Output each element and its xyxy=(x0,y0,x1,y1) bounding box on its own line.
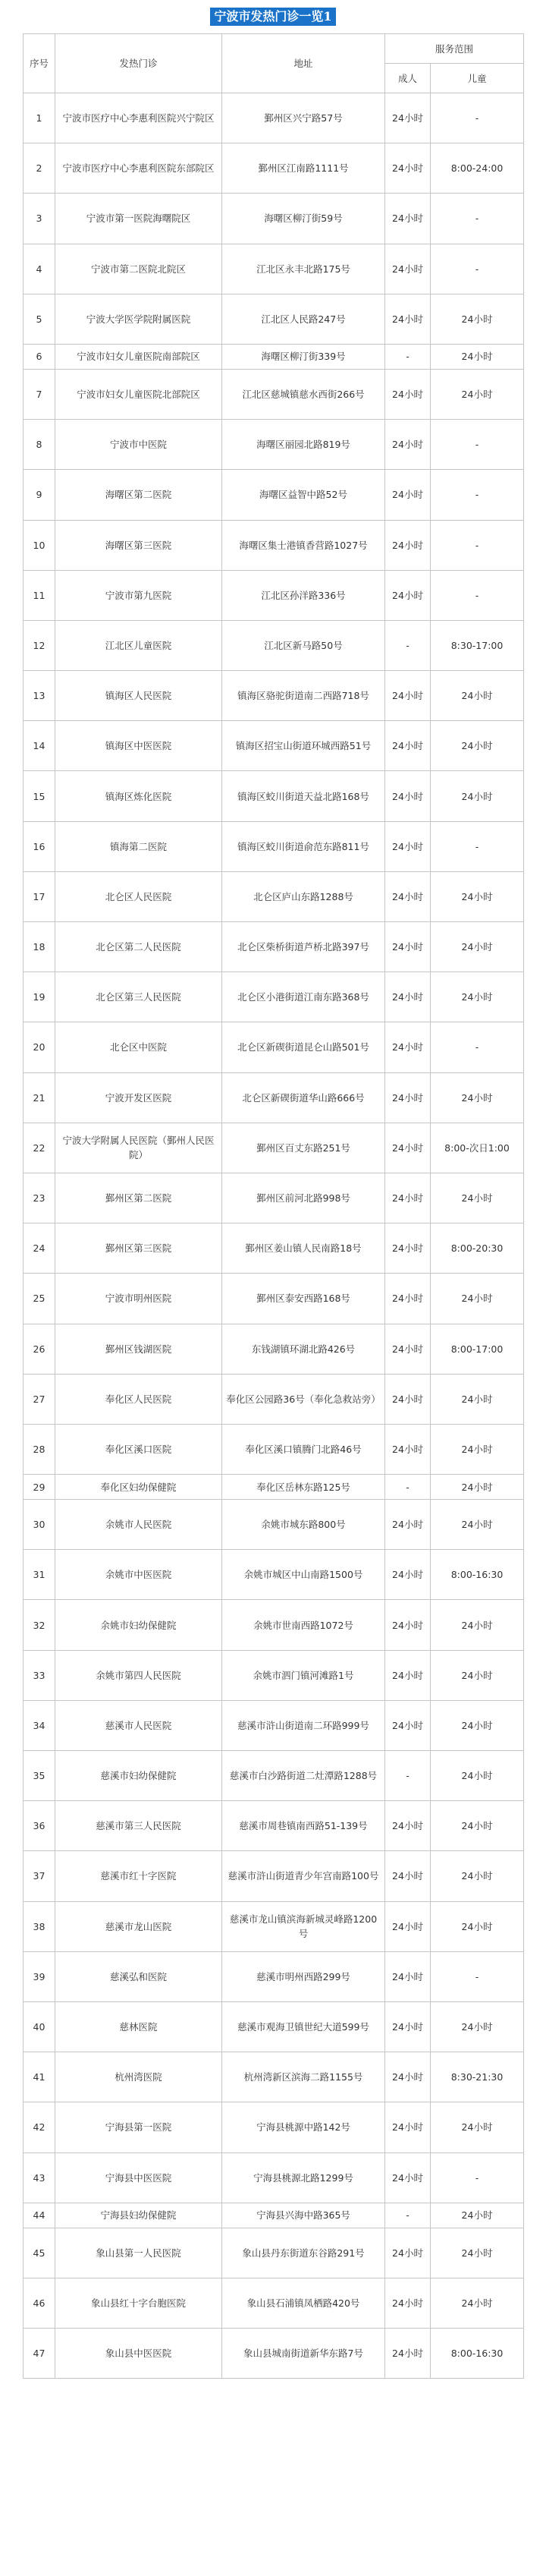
cell-clinic: 象山县中医医院 xyxy=(55,2329,222,2379)
cell-clinic: 象山县第一人民医院 xyxy=(55,2228,222,2278)
cell-clinic: 余姚市妇幼保健院 xyxy=(55,1600,222,1650)
table-row xyxy=(24,1951,524,2001)
cell-adult: 24小时 xyxy=(385,2228,431,2278)
cell-clinic: 北仑区第二人民医院 xyxy=(55,922,222,972)
cell-child: 24小时 xyxy=(431,972,524,1022)
cell-address: 象山县石浦镇凤栖路420号 xyxy=(222,2278,385,2328)
cell-clinic: 宁波市妇女儿童医院南部院区 xyxy=(55,344,222,369)
fever-clinic-table xyxy=(23,33,524,2379)
cell-address: 江北区人民路247号 xyxy=(222,294,385,344)
cell-adult: 24小时 xyxy=(385,1600,431,1650)
cell-address: 江北区孙洋路336号 xyxy=(222,570,385,620)
cell-child: 24小时 xyxy=(431,1751,524,1801)
cell-clinic: 宁海县中医医院 xyxy=(55,2152,222,2203)
cell-no: 8 xyxy=(24,420,55,470)
cell-child: 24小时 xyxy=(431,1173,524,1223)
table-row xyxy=(24,721,524,771)
cell-child: 8:00-16:30 xyxy=(431,2329,524,2379)
table-row xyxy=(24,344,524,369)
cell-adult: 24小时 xyxy=(385,771,431,821)
cell-address: 象山县丹东街道东谷路291号 xyxy=(222,2228,385,2278)
header-adult: 成人 xyxy=(385,64,431,93)
cell-address: 鄞州区兴宁路57号 xyxy=(222,93,385,143)
cell-address: 杭州湾新区滨海二路1155号 xyxy=(222,2052,385,2102)
cell-adult: 24小时 xyxy=(385,1324,431,1374)
cell-child: - xyxy=(431,1022,524,1072)
cell-child: 8:00-次日1:00 xyxy=(431,1123,524,1173)
cell-no: 1 xyxy=(24,93,55,143)
cell-address: 海曙区柳汀街59号 xyxy=(222,194,385,244)
cell-adult: 24小时 xyxy=(385,1173,431,1223)
cell-clinic: 江北区儿童医院 xyxy=(55,620,222,670)
header-row xyxy=(24,34,524,64)
cell-clinic: 北仑区第三人民医院 xyxy=(55,972,222,1022)
table-body xyxy=(24,93,524,2379)
cell-adult: 24小时 xyxy=(385,2102,431,2152)
cell-no: 19 xyxy=(24,972,55,1022)
cell-child: 24小时 xyxy=(431,2102,524,2152)
cell-no: 15 xyxy=(24,771,55,821)
table-row xyxy=(24,93,524,143)
cell-clinic: 慈溪弘和医院 xyxy=(55,1951,222,2001)
cell-no: 46 xyxy=(24,2278,55,2328)
cell-adult: 24小时 xyxy=(385,1424,431,1474)
table-row xyxy=(24,620,524,670)
cell-no: 30 xyxy=(24,1500,55,1550)
cell-no: 21 xyxy=(24,1072,55,1123)
cell-adult: 24小时 xyxy=(385,821,431,871)
cell-no: 2 xyxy=(24,143,55,194)
header-child: 儿童 xyxy=(431,64,524,93)
cell-clinic: 宁海县妇幼保健院 xyxy=(55,2203,222,2228)
table-row xyxy=(24,1500,524,1550)
table-row xyxy=(24,1424,524,1474)
table-row xyxy=(24,1600,524,1650)
cell-child: 24小时 xyxy=(431,1072,524,1123)
cell-no: 10 xyxy=(24,520,55,570)
cell-address: 余姚市泗门镇河滩路1号 xyxy=(222,1650,385,1700)
cell-adult: - xyxy=(385,2203,431,2228)
cell-child: 24小时 xyxy=(431,1801,524,1851)
cell-adult: 24小时 xyxy=(385,1123,431,1173)
cell-address: 奉化区公园路36号（奉化急救站旁） xyxy=(222,1374,385,1424)
table-row xyxy=(24,1274,524,1324)
cell-address: 北仑区小港街道江南东路368号 xyxy=(222,972,385,1022)
cell-child: 24小时 xyxy=(431,721,524,771)
cell-address: 慈溪市白沙路街道二灶潭路1288号 xyxy=(222,1751,385,1801)
cell-address: 宁海县桃源北路1299号 xyxy=(222,2152,385,2203)
cell-address: 象山县城南街道新华东路7号 xyxy=(222,2329,385,2379)
cell-no: 40 xyxy=(24,2001,55,2052)
table-row xyxy=(24,2228,524,2278)
cell-clinic: 宁波开发区医院 xyxy=(55,1072,222,1123)
cell-no: 26 xyxy=(24,1324,55,1374)
cell-adult: 24小时 xyxy=(385,1550,431,1600)
table-row xyxy=(24,1123,524,1173)
cell-adult: 24小时 xyxy=(385,2001,431,2052)
table-row xyxy=(24,570,524,620)
cell-adult: - xyxy=(385,1475,431,1500)
cell-adult: 24小时 xyxy=(385,244,431,294)
cell-child: 24小时 xyxy=(431,671,524,721)
cell-clinic: 宁波市医疗中心李惠利医院兴宁院区 xyxy=(55,93,222,143)
cell-clinic: 奉化区溪口医院 xyxy=(55,1424,222,1474)
cell-child: 24小时 xyxy=(431,1274,524,1324)
cell-no: 41 xyxy=(24,2052,55,2102)
cell-no: 16 xyxy=(24,821,55,871)
cell-adult: 24小时 xyxy=(385,1072,431,1123)
cell-no: 37 xyxy=(24,1851,55,1901)
cell-adult: 24小时 xyxy=(385,1223,431,1274)
table-row xyxy=(24,1022,524,1072)
cell-adult: 24小时 xyxy=(385,1700,431,1750)
cell-adult: 24小时 xyxy=(385,1274,431,1324)
table-row xyxy=(24,1851,524,1901)
cell-child: - xyxy=(431,570,524,620)
cell-child: 24小时 xyxy=(431,1374,524,1424)
cell-address: 海曙区丽园北路819号 xyxy=(222,420,385,470)
cell-no: 28 xyxy=(24,1424,55,1474)
cell-address: 奉化区岳林东路125号 xyxy=(222,1475,385,1500)
cell-adult: 24小时 xyxy=(385,93,431,143)
cell-adult: 24小时 xyxy=(385,1650,431,1700)
cell-no: 18 xyxy=(24,922,55,972)
cell-adult: 24小时 xyxy=(385,2152,431,2203)
cell-address: 慈溪市周巷镇南西路51-139号 xyxy=(222,1801,385,1851)
cell-clinic: 余姚市第四人民医院 xyxy=(55,1650,222,1700)
cell-child: 24小时 xyxy=(431,2001,524,2052)
cell-clinic: 镇海第二医院 xyxy=(55,821,222,871)
cell-no: 32 xyxy=(24,1600,55,1650)
cell-address: 江北区永丰北路175号 xyxy=(222,244,385,294)
cell-child: - xyxy=(431,821,524,871)
cell-clinic: 余姚市人民医院 xyxy=(55,1500,222,1550)
cell-child: - xyxy=(431,520,524,570)
cell-no: 47 xyxy=(24,2329,55,2379)
cell-child: 8:00-16:30 xyxy=(431,1550,524,1600)
cell-address: 海曙区集士港镇香营路1027号 xyxy=(222,520,385,570)
table-row xyxy=(24,420,524,470)
cell-child: - xyxy=(431,244,524,294)
cell-address: 慈溪市浒山街道青少年宫南路100号 xyxy=(222,1851,385,1901)
table-row xyxy=(24,1801,524,1851)
cell-clinic: 海曙区第三医院 xyxy=(55,520,222,570)
cell-address: 鄞州区前河北路998号 xyxy=(222,1173,385,1223)
table-row xyxy=(24,2152,524,2203)
cell-clinic: 镇海区炼化医院 xyxy=(55,771,222,821)
cell-no: 3 xyxy=(24,194,55,244)
cell-adult: 24小时 xyxy=(385,2329,431,2379)
cell-address: 镇海区蛟川街道俞范东路811号 xyxy=(222,821,385,871)
cell-child: - xyxy=(431,470,524,520)
cell-adult: 24小时 xyxy=(385,972,431,1022)
table-row xyxy=(24,470,524,520)
cell-clinic: 海曙区第二医院 xyxy=(55,470,222,520)
cell-clinic: 北仑区中医院 xyxy=(55,1022,222,1072)
cell-address: 慈溪市观海卫镇世纪大道599号 xyxy=(222,2001,385,2052)
cell-no: 17 xyxy=(24,871,55,921)
cell-adult: 24小时 xyxy=(385,369,431,419)
table-row xyxy=(24,2001,524,2052)
cell-no: 13 xyxy=(24,671,55,721)
cell-no: 24 xyxy=(24,1223,55,1274)
cell-address: 镇海区骆驼街道南二西路718号 xyxy=(222,671,385,721)
cell-adult: 24小时 xyxy=(385,470,431,520)
cell-clinic: 宁波市第一医院海曙院区 xyxy=(55,194,222,244)
cell-adult: 24小时 xyxy=(385,2278,431,2328)
cell-child: 24小时 xyxy=(431,1901,524,1951)
cell-address: 鄞州区百丈东路251号 xyxy=(222,1123,385,1173)
header-clinic: 发热门诊 xyxy=(55,34,222,93)
table-row xyxy=(24,2102,524,2152)
table-row xyxy=(24,1751,524,1801)
table-row xyxy=(24,1550,524,1600)
table-row xyxy=(24,871,524,921)
cell-clinic: 鄞州区第二医院 xyxy=(55,1173,222,1223)
cell-no: 12 xyxy=(24,620,55,670)
cell-address: 鄞州区江南路1111号 xyxy=(222,143,385,194)
cell-address: 北仑区新碶街道华山路666号 xyxy=(222,1072,385,1123)
cell-address: 北仑区柴桥街道芦桥北路397号 xyxy=(222,922,385,972)
cell-adult: 24小时 xyxy=(385,871,431,921)
cell-child: 24小时 xyxy=(431,1650,524,1700)
cell-child: 8:00-20:30 xyxy=(431,1223,524,1274)
table-row xyxy=(24,671,524,721)
cell-adult: 24小时 xyxy=(385,294,431,344)
table-row xyxy=(24,771,524,821)
cell-address: 慈溪市龙山镇滨海新城灵峰路1200号 xyxy=(222,1901,385,1951)
cell-clinic: 象山县红十字台胞医院 xyxy=(55,2278,222,2328)
cell-no: 34 xyxy=(24,1700,55,1750)
cell-child: - xyxy=(431,420,524,470)
cell-clinic: 慈溪市妇幼保健院 xyxy=(55,1751,222,1801)
cell-address: 余姚市世南西路1072号 xyxy=(222,1600,385,1650)
cell-address: 鄞州区泰安西路168号 xyxy=(222,1274,385,1324)
cell-clinic: 鄞州区钱湖医院 xyxy=(55,1324,222,1374)
table-row xyxy=(24,922,524,972)
table-row xyxy=(24,1700,524,1750)
cell-no: 44 xyxy=(24,2203,55,2228)
cell-clinic: 宁波大学附属人民医院（鄞州人民医院） xyxy=(55,1123,222,1173)
cell-child: 24小时 xyxy=(431,2228,524,2278)
header-address: 地址 xyxy=(222,34,385,93)
cell-no: 9 xyxy=(24,470,55,520)
table-row xyxy=(24,1475,524,1500)
cell-child: - xyxy=(431,93,524,143)
table-row xyxy=(24,1324,524,1374)
table-row xyxy=(24,2278,524,2328)
cell-clinic: 奉化区妇幼保健院 xyxy=(55,1475,222,1500)
cell-address: 海曙区益智中路52号 xyxy=(222,470,385,520)
table-row xyxy=(24,2329,524,2379)
cell-no: 4 xyxy=(24,244,55,294)
table-row xyxy=(24,1901,524,1951)
cell-child: 8:30-17:00 xyxy=(431,620,524,670)
cell-no: 5 xyxy=(24,294,55,344)
cell-adult: 24小时 xyxy=(385,721,431,771)
table-row xyxy=(24,2203,524,2228)
cell-child: 24小时 xyxy=(431,1500,524,1550)
cell-clinic: 奉化区人民医院 xyxy=(55,1374,222,1424)
cell-adult: - xyxy=(385,344,431,369)
cell-clinic: 镇海区中医医院 xyxy=(55,721,222,771)
title-bar xyxy=(0,0,546,33)
cell-adult: 24小时 xyxy=(385,143,431,194)
cell-adult: 24小时 xyxy=(385,420,431,470)
table-row xyxy=(24,1374,524,1424)
cell-child: 24小时 xyxy=(431,1700,524,1750)
cell-no: 35 xyxy=(24,1751,55,1801)
cell-address: 余姚市城东路800号 xyxy=(222,1500,385,1550)
cell-no: 31 xyxy=(24,1550,55,1600)
cell-no: 25 xyxy=(24,1274,55,1324)
cell-adult: 24小时 xyxy=(385,194,431,244)
cell-adult: 24小时 xyxy=(385,570,431,620)
header-service: 服务范围 xyxy=(385,34,524,64)
cell-clinic: 慈林医院 xyxy=(55,2001,222,2052)
cell-no: 39 xyxy=(24,1951,55,2001)
table-row xyxy=(24,1223,524,1274)
table-row xyxy=(24,2052,524,2102)
cell-no: 22 xyxy=(24,1123,55,1173)
cell-address: 北仑区新碶街道昆仑山路501号 xyxy=(222,1022,385,1072)
cell-child: 24小时 xyxy=(431,1424,524,1474)
cell-clinic: 余姚市中医医院 xyxy=(55,1550,222,1600)
cell-address: 宁海县兴海中路365号 xyxy=(222,2203,385,2228)
cell-no: 29 xyxy=(24,1475,55,1500)
cell-child: 24小时 xyxy=(431,369,524,419)
cell-adult: - xyxy=(385,620,431,670)
cell-no: 42 xyxy=(24,2102,55,2152)
cell-clinic: 宁波市明州医院 xyxy=(55,1274,222,1324)
cell-adult: 24小时 xyxy=(385,1500,431,1550)
cell-child: 24小时 xyxy=(431,294,524,344)
cell-clinic: 宁波市医疗中心李惠利医院东部院区 xyxy=(55,143,222,194)
cell-no: 14 xyxy=(24,721,55,771)
cell-child: 24小时 xyxy=(431,2203,524,2228)
header-no: 序号 xyxy=(24,34,55,93)
cell-address: 慈溪市浒山街道南二环路999号 xyxy=(222,1700,385,1750)
cell-child: - xyxy=(431,1951,524,2001)
table-row xyxy=(24,1072,524,1123)
table-row xyxy=(24,143,524,194)
cell-adult: 24小时 xyxy=(385,1901,431,1951)
cell-clinic: 宁波大学医学院附属医院 xyxy=(55,294,222,344)
cell-adult: 24小时 xyxy=(385,922,431,972)
cell-child: 24小时 xyxy=(431,1600,524,1650)
table-row xyxy=(24,520,524,570)
cell-clinic: 北仑区人民医院 xyxy=(55,871,222,921)
cell-address: 鄞州区姜山镇人民南路18号 xyxy=(222,1223,385,1274)
cell-no: 33 xyxy=(24,1650,55,1700)
cell-clinic: 鄞州区第三医院 xyxy=(55,1223,222,1274)
cell-clinic: 宁波市妇女儿童医院北部院区 xyxy=(55,369,222,419)
cell-no: 45 xyxy=(24,2228,55,2278)
cell-clinic: 宁波市中医院 xyxy=(55,420,222,470)
cell-address: 奉化区溪口镇腾门北路46号 xyxy=(222,1424,385,1474)
cell-address: 宁海县桃源中路142号 xyxy=(222,2102,385,2152)
cell-adult: 24小时 xyxy=(385,1951,431,2001)
cell-address: 海曙区柳汀街339号 xyxy=(222,344,385,369)
cell-address: 北仑区庐山东路1288号 xyxy=(222,871,385,921)
table-row xyxy=(24,294,524,344)
cell-address: 东钱湖镇环湖北路426号 xyxy=(222,1324,385,1374)
cell-address: 镇海区招宝山街道环城西路51号 xyxy=(222,721,385,771)
cell-clinic: 慈溪市红十字医院 xyxy=(55,1851,222,1901)
cell-adult: 24小时 xyxy=(385,1801,431,1851)
cell-adult: - xyxy=(385,1751,431,1801)
cell-clinic: 镇海区人民医院 xyxy=(55,671,222,721)
cell-address: 余姚市城区中山南路1500号 xyxy=(222,1550,385,1600)
cell-child: - xyxy=(431,2152,524,2203)
cell-child: 24小时 xyxy=(431,1475,524,1500)
cell-clinic: 慈溪市人民医院 xyxy=(55,1700,222,1750)
cell-child: - xyxy=(431,194,524,244)
cell-address: 慈溪市明州西路299号 xyxy=(222,1951,385,2001)
cell-clinic: 杭州湾医院 xyxy=(55,2052,222,2102)
cell-child: 8:30-21:30 xyxy=(431,2052,524,2102)
cell-child: 24小时 xyxy=(431,1851,524,1901)
cell-no: 23 xyxy=(24,1173,55,1223)
page-title: 宁波市发热门诊一览1 xyxy=(210,8,335,26)
cell-clinic: 慈溪市龙山医院 xyxy=(55,1901,222,1951)
cell-adult: 24小时 xyxy=(385,1374,431,1424)
cell-child: 8:00-17:00 xyxy=(431,1324,524,1374)
table-row xyxy=(24,972,524,1022)
cell-clinic: 宁波市第二医院北院区 xyxy=(55,244,222,294)
cell-clinic: 宁海县第一医院 xyxy=(55,2102,222,2152)
cell-child: 24小时 xyxy=(431,771,524,821)
cell-address: 镇海区蛟川街道天益北路168号 xyxy=(222,771,385,821)
cell-no: 7 xyxy=(24,369,55,419)
cell-adult: 24小时 xyxy=(385,520,431,570)
table-row xyxy=(24,1173,524,1223)
cell-adult: 24小时 xyxy=(385,1022,431,1072)
table-row xyxy=(24,821,524,871)
cell-no: 38 xyxy=(24,1901,55,1951)
table-row xyxy=(24,1650,524,1700)
cell-clinic: 宁波市第九医院 xyxy=(55,570,222,620)
cell-no: 27 xyxy=(24,1374,55,1424)
cell-child: 24小时 xyxy=(431,344,524,369)
cell-adult: 24小时 xyxy=(385,671,431,721)
table-row xyxy=(24,244,524,294)
cell-address: 江北区慈城镇慈水西街266号 xyxy=(222,369,385,419)
cell-no: 20 xyxy=(24,1022,55,1072)
cell-no: 11 xyxy=(24,570,55,620)
cell-address: 江北区新马路50号 xyxy=(222,620,385,670)
cell-child: 8:00-24:00 xyxy=(431,143,524,194)
table-row xyxy=(24,194,524,244)
cell-no: 43 xyxy=(24,2152,55,2203)
cell-child: 24小时 xyxy=(431,922,524,972)
cell-clinic: 慈溪市第三人民医院 xyxy=(55,1801,222,1851)
cell-no: 6 xyxy=(24,344,55,369)
cell-no: 36 xyxy=(24,1801,55,1851)
cell-adult: 24小时 xyxy=(385,1851,431,1901)
cell-adult: 24小时 xyxy=(385,2052,431,2102)
cell-child: 24小时 xyxy=(431,2278,524,2328)
table-row xyxy=(24,369,524,419)
cell-child: 24小时 xyxy=(431,871,524,921)
